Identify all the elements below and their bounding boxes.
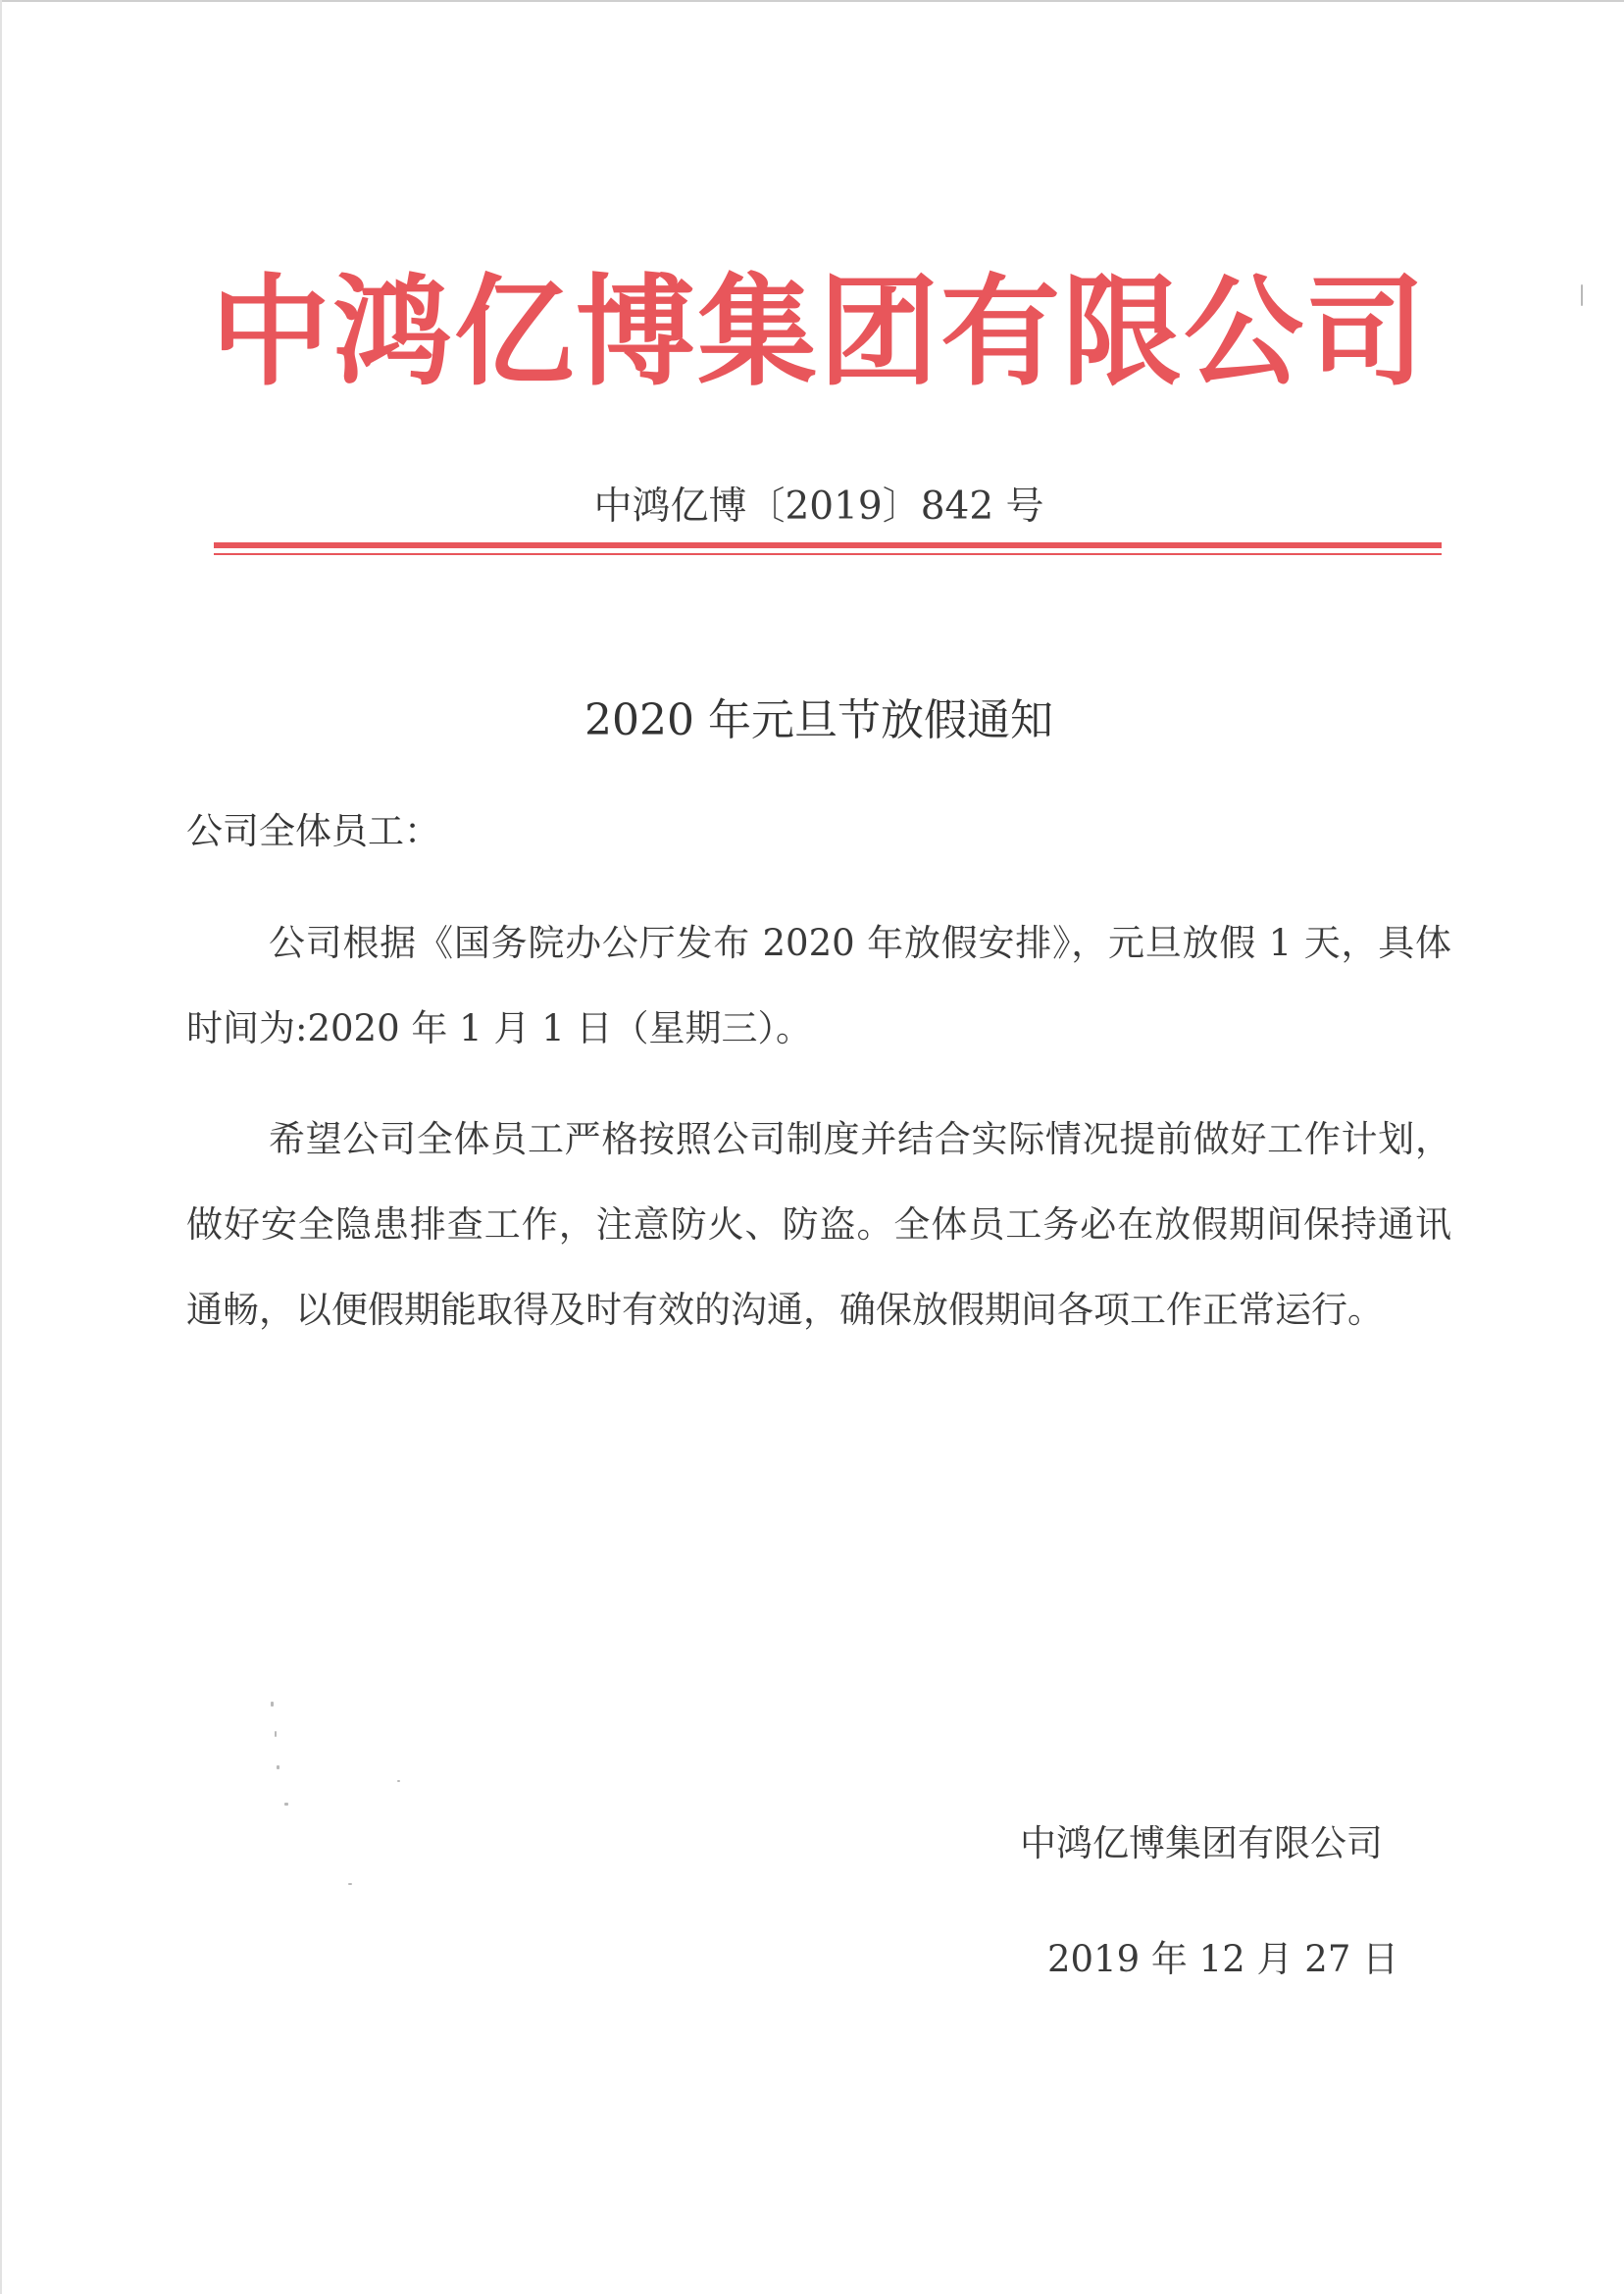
- scan-speck: [275, 1731, 277, 1737]
- body-paragraph-instructions: 希望公司全体员工严格按照公司制度并结合实际情况提前做好工作计划，做好安全隐患排查工作，注意防火、防盗。全体员工务必在放假期间保持通讯通畅，以便假期能取得及时有效的沟通，确保放假期间各项工作正常运行。: [186, 1118, 1451, 1331]
- page-edge-top: [0, 0, 1624, 2]
- document-number: 中鸿亿博〔2019〕842 号: [593, 484, 1044, 529]
- page-edge-left: [0, 0, 2, 2294]
- scan-speck: [284, 1803, 288, 1806]
- notice-title: 2020 年元旦节放假通知: [584, 695, 1053, 745]
- scan-speck: [271, 1702, 274, 1707]
- salutation: 公司全体员工：: [186, 810, 440, 852]
- signature-date: 2019 年 12 月 27 日: [1047, 1938, 1399, 1980]
- body-paragraph-holiday-schedule: 公司根据《国务院办公厅发布 2020 年放假安排》，元旦放假 1 天，具体时间为:2020 年 1 月 1 日（星期三）。: [186, 922, 1451, 1049]
- scan-speck: [1581, 284, 1583, 306]
- letterhead-company-name: 中鸿亿博集团有限公司: [211, 261, 1427, 402]
- signature-company: 中鸿亿博集团有限公司: [1020, 1822, 1383, 1864]
- scan-speck: [277, 1765, 279, 1769]
- letterhead-divider-thick: [214, 542, 1442, 548]
- letterhead-divider-thin: [214, 553, 1442, 555]
- scan-speck: [348, 1883, 352, 1885]
- scan-speck: [397, 1780, 400, 1782]
